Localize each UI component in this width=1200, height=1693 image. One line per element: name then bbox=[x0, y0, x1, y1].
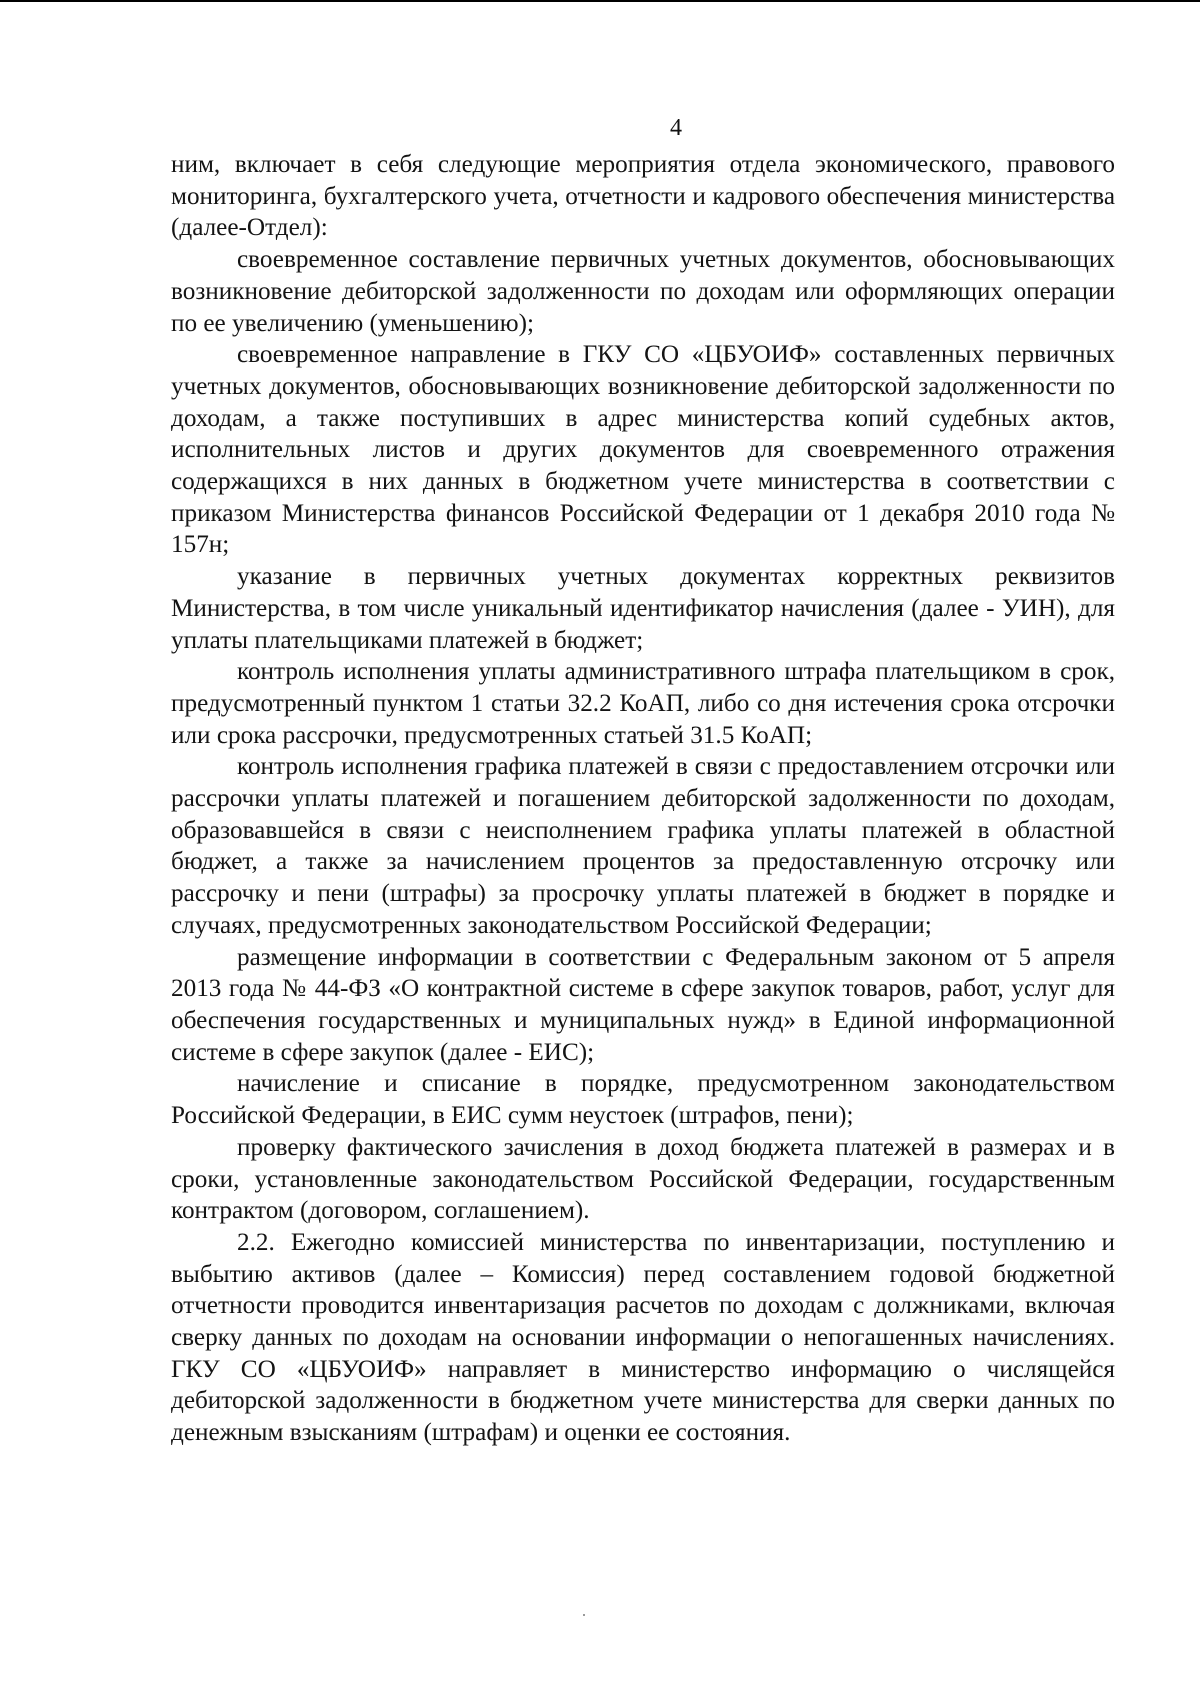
paragraph-requisites: указание в первичных учетных документах корректных реквизитов Министерства, в том числе уникальный идентификатор начисления (далее - УИН), для уплаты плательщиками платежей в бюджет; bbox=[171, 563, 1115, 654]
paragraph-sending-documents: своевременное направление в ГКУ СО «ЦБУОИФ» составленных первичных учетных документов, обосновывающих возникновение дебиторской задолженности по доходам, а также поступивших в адрес министерства копий судебных актов, исполнительных листов и других документов для своевременного отражения содержащихся в них данных в бюджетном учете министерства в соответствии с приказом Министерства финансов Российской Федерации от 1 декабря 2010 года № 157н; bbox=[171, 341, 1115, 559]
paragraph-intro: ним, включает в себя следующие мероприятия отдела экономического, правового мониторинга, бухгалтерского учета, отчетности и кадрового обеспечения министерства (далее-Отдел): bbox=[171, 151, 1115, 242]
document-body bbox=[171, 149, 1115, 1449]
paragraph-payment-check: проверку фактического зачисления в доход бюджета платежей в размерах и в сроки, установленные законодательством Российской Федерации, государственным контрактом (договором, соглашением). bbox=[171, 1133, 1115, 1225]
paragraph-penalties: начисление и списание в порядке, предусмотренном законодательством Российской Федерации, в ЕИС сумм неустоек (штрафов, пени); bbox=[171, 1070, 1115, 1130]
scan-top-edge bbox=[0, 0, 1200, 2]
paragraph-payment-schedule: контроль исполнения графика платежей в связи с предоставлением отсрочки или рассрочки уплаты платежей и погашением дебиторской задолженности по доходам, образовавшейся в связи с неисполнением графика уплаты платежей в областной бюджет, а также за начислением процентов за предоставленную отсрочку или рассрочку и пени (штрафы) за просрочку уплаты платежей в бюджет в порядке и случаях, предусмотренных законодательством Российской Федерации; bbox=[171, 753, 1115, 939]
scan-speck bbox=[583, 1614, 585, 1616]
paragraph-primary-documents: своевременное составление первичных учетных документов, обосновывающих возникновение дебиторской задолженности по доходам или оформляющих операции по ее увеличению (уменьшению); bbox=[171, 246, 1115, 337]
paragraph-fine-control: контроль исполнения уплаты административного штрафа плательщиком в срок, предусмотренный пунктом 1 статьи 32.2 КоАП, либо со дня истечения срока отсрочки или срока рассрочки, предусмотренных статьей 31.5 КоАП; bbox=[171, 658, 1115, 749]
paragraph-section-2-2: 2.2. Ежегодно комиссией министерства по инвентаризации, поступлению и выбытию активов (далее – Комиссия) перед составлением годовой бюджетной отчетности проводится инвентаризация расчетов по доходам с должниками, включая сверку данных по доходам на основании информации о непогашенных начислениях. ГКУ СО «ЦБУОИФ» направляет в министерство информацию о числящейся дебиторской задолженности в бюджетном учете министерства для сверки данных по денежным взысканиям (штрафам) и оценки ее состояния. bbox=[171, 1228, 1115, 1447]
page-number: 4 bbox=[670, 115, 682, 141]
paragraph-eis-info: размещение информации в соответствии с Федеральным законом от 5 апреля 2013 года № 44-ФЗ «О контрактной системе в сфере закупок товаров, работ, услуг для обеспечения государственных и муниципальных нужд» в Единой информационной системе в сфере закупок (далее - ЕИС); bbox=[171, 943, 1115, 1066]
